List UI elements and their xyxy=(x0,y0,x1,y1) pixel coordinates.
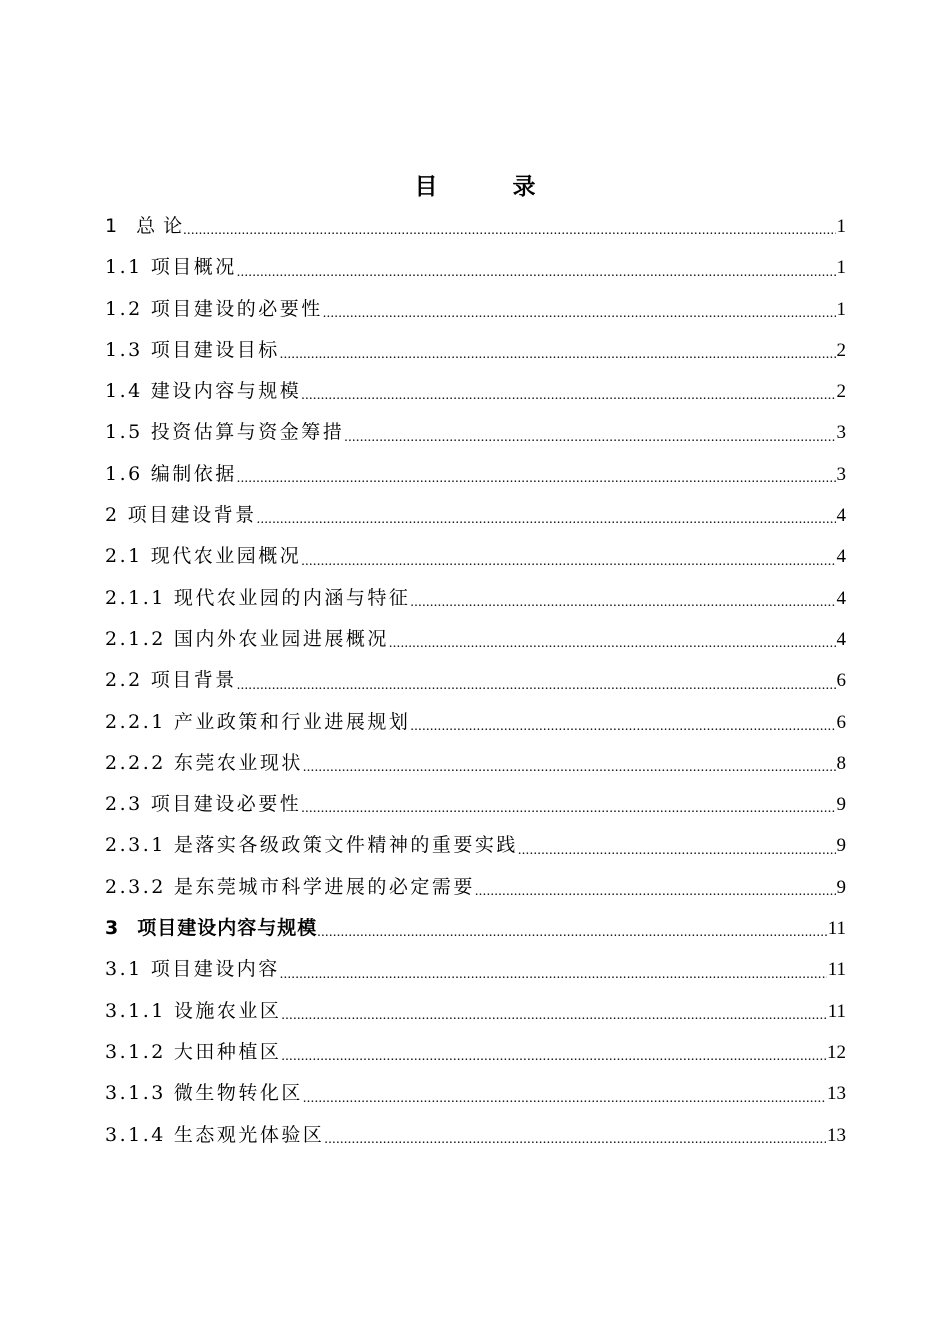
toc-entry-number: 3.1.4 xyxy=(105,1123,166,1146)
toc-dot-leader xyxy=(281,1032,826,1073)
toc-dot-leader xyxy=(344,412,835,453)
toc-entry-label xyxy=(105,867,475,908)
toc-page-number: 3 xyxy=(836,422,846,444)
toc-entry-text: 是东莞城市科学进展的必定需要 xyxy=(173,875,475,898)
toc-entry-text: 项目背景 xyxy=(150,669,237,692)
toc-dot-leader xyxy=(280,949,827,990)
toc-entry[interactable] xyxy=(105,1073,846,1114)
toc-entry-label xyxy=(105,1032,281,1073)
toc-entry-number: 2.2 xyxy=(105,669,143,692)
toc-page-number: 6 xyxy=(836,670,846,692)
toc-entry-label xyxy=(105,247,237,288)
table-of-contents xyxy=(105,206,846,1156)
toc-entry[interactable] xyxy=(105,619,846,660)
toc-entry-number: 1.1 xyxy=(105,256,143,279)
toc-entry-label xyxy=(105,495,257,536)
toc-page-number: 11 xyxy=(827,959,846,981)
toc-dot-leader xyxy=(518,825,836,866)
toc-entry-label xyxy=(105,743,303,784)
toc-entry-label xyxy=(105,536,301,577)
toc-dot-leader xyxy=(237,247,836,288)
toc-page-number: 2 xyxy=(836,381,846,403)
toc-entry-text: 项目建设必要性 xyxy=(150,793,302,816)
toc-page-number: 11 xyxy=(827,1000,846,1022)
toc-dot-leader xyxy=(281,991,826,1032)
toc-entry-text: 现代农业园概况 xyxy=(150,545,302,568)
toc-page-number: 12 xyxy=(827,1041,846,1063)
toc-entry-number: 2.3.1 xyxy=(105,834,166,857)
toc-entry-number: 2.3.2 xyxy=(105,875,166,898)
toc-entry[interactable] xyxy=(105,454,846,495)
toc-page-number: 2 xyxy=(836,339,846,361)
toc-entry-text: 微生物转化区 xyxy=(173,1082,303,1105)
toc-entry-text: 大田种植区 xyxy=(173,1040,282,1063)
toc-dot-leader xyxy=(324,1115,826,1156)
toc-entry[interactable] xyxy=(105,991,846,1032)
toc-entry-number: 1 xyxy=(105,215,119,237)
toc-entry-text: 是落实各级政策文件精神的重要实践 xyxy=(173,834,518,857)
toc-page-number: 4 xyxy=(836,587,846,609)
toc-entry-number: 2 xyxy=(105,504,120,527)
toc-entry-text: 编制依据 xyxy=(150,462,237,485)
toc-entry-text: 项目概况 xyxy=(150,256,237,279)
toc-dot-leader xyxy=(301,784,835,825)
toc-dot-leader xyxy=(317,908,826,949)
toc-entry[interactable] xyxy=(105,949,846,990)
toc-entry-label xyxy=(105,619,389,660)
toc-entry-text: 项目建设内容与规模 xyxy=(137,917,318,940)
toc-entry-label xyxy=(105,412,344,453)
toc-entry-number: 2.1.2 xyxy=(105,627,166,650)
toc-entry[interactable] xyxy=(105,495,846,536)
toc-entry[interactable] xyxy=(105,702,846,743)
toc-entry-label xyxy=(105,908,317,949)
toc-entry[interactable] xyxy=(105,578,846,619)
toc-page-number: 9 xyxy=(836,794,846,816)
toc-entry-text: 生态观光体验区 xyxy=(173,1123,325,1146)
toc-entry-number: 2.1.1 xyxy=(105,586,166,609)
toc-page-number: 11 xyxy=(827,918,846,940)
toc-entry[interactable] xyxy=(105,867,846,908)
toc-entry-label xyxy=(105,454,237,495)
toc-entry-number: 1.5 xyxy=(105,421,143,444)
toc-dot-leader xyxy=(280,330,836,371)
toc-page-number: 9 xyxy=(836,835,846,857)
toc-page-number: 4 xyxy=(836,546,846,568)
toc-entry-text: 总 论 xyxy=(136,215,184,237)
toc-entry-text: 国内外农业园进展概况 xyxy=(173,627,389,650)
toc-entry-label xyxy=(105,949,280,990)
toc-page-number: 13 xyxy=(827,1124,846,1146)
toc-entry[interactable] xyxy=(105,371,846,412)
toc-entry-text: 产业政策和行业进展规划 xyxy=(173,710,411,733)
toc-entry-number: 3.1.1 xyxy=(105,999,166,1022)
toc-entry-number: 2.2.2 xyxy=(105,751,166,774)
toc-entry[interactable] xyxy=(105,825,846,866)
toc-entry-text: 项目建设目标 xyxy=(150,338,280,361)
toc-dot-leader xyxy=(323,289,836,330)
toc-dot-leader xyxy=(257,495,836,536)
toc-entry-number: 2.3 xyxy=(105,793,143,816)
toc-entry[interactable] xyxy=(105,908,846,949)
toc-entry-number: 3 xyxy=(105,917,120,940)
toc-entry-label xyxy=(105,578,410,619)
toc-page-number: 1 xyxy=(836,257,846,279)
toc-entry-label xyxy=(105,289,323,330)
toc-entry-number: 2.1 xyxy=(105,545,143,568)
toc-entry-text: 现代农业园的内涵与特征 xyxy=(173,586,411,609)
toc-entry-text: 建设内容与规模 xyxy=(150,380,302,403)
toc-entry-label xyxy=(105,371,301,412)
toc-entry[interactable] xyxy=(105,206,846,247)
toc-dot-leader xyxy=(237,660,836,701)
toc-entry[interactable] xyxy=(105,660,846,701)
toc-entry-number: 2.2.1 xyxy=(105,710,166,733)
toc-entry-number: 1.2 xyxy=(105,297,143,320)
toc-page-number: 3 xyxy=(836,463,846,485)
toc-entry[interactable] xyxy=(105,330,846,371)
toc-page-number: 13 xyxy=(827,1083,846,1105)
toc-entry[interactable] xyxy=(105,289,846,330)
toc-dot-leader xyxy=(237,454,836,495)
toc-page-number: 8 xyxy=(836,752,846,774)
toc-dot-leader xyxy=(183,206,835,247)
toc-entry[interactable] xyxy=(105,784,846,825)
toc-entry[interactable] xyxy=(105,1032,846,1073)
toc-dot-leader xyxy=(303,743,836,784)
toc-page-number: 6 xyxy=(836,711,846,733)
toc-entry-number: 3.1.3 xyxy=(105,1082,166,1105)
toc-entry-number: 1.6 xyxy=(105,462,143,485)
toc-entry[interactable] xyxy=(105,412,846,453)
toc-title: 目 录 xyxy=(414,174,562,200)
toc-entry-label xyxy=(105,1073,303,1114)
toc-entry[interactable] xyxy=(105,1115,846,1156)
toc-entry-text: 项目建设的必要性 xyxy=(150,297,323,320)
toc-entry[interactable] xyxy=(105,536,846,577)
toc-dot-leader xyxy=(301,371,835,412)
toc-dot-leader xyxy=(389,619,836,660)
toc-entry-text: 投资估算与资金筹措 xyxy=(150,421,345,444)
toc-entry-number: 1.4 xyxy=(105,380,143,403)
toc-entry-label xyxy=(105,702,410,743)
toc-entry-text: 设施农业区 xyxy=(173,999,282,1022)
toc-entry-label xyxy=(105,206,183,247)
toc-entry-number: 3.1.2 xyxy=(105,1040,166,1063)
toc-page-number: 1 xyxy=(836,216,846,237)
toc-dot-leader xyxy=(475,867,836,908)
toc-entry-label xyxy=(105,784,301,825)
toc-entry-number: 3.1 xyxy=(105,958,143,981)
toc-dot-leader xyxy=(410,578,835,619)
toc-dot-leader xyxy=(303,1073,826,1114)
toc-entry-label xyxy=(105,660,237,701)
toc-entry-label xyxy=(105,825,518,866)
toc-entry[interactable] xyxy=(105,247,846,288)
toc-page-number: 9 xyxy=(836,876,846,898)
toc-entry-label xyxy=(105,330,280,371)
toc-entry[interactable] xyxy=(105,743,846,784)
toc-page-number: 1 xyxy=(836,298,846,320)
toc-entry-label xyxy=(105,991,281,1032)
toc-page-number: 4 xyxy=(836,505,846,527)
toc-entry-number: 1.3 xyxy=(105,338,143,361)
toc-entry-text: 东莞农业现状 xyxy=(173,751,303,774)
toc-entry-label xyxy=(105,1115,324,1156)
toc-entry-text: 项目建设内容 xyxy=(150,958,280,981)
toc-page-number: 4 xyxy=(836,628,846,650)
toc-dot-leader xyxy=(410,702,835,743)
toc-dot-leader xyxy=(301,536,835,577)
toc-entry-text: 项目建设背景 xyxy=(127,504,257,527)
